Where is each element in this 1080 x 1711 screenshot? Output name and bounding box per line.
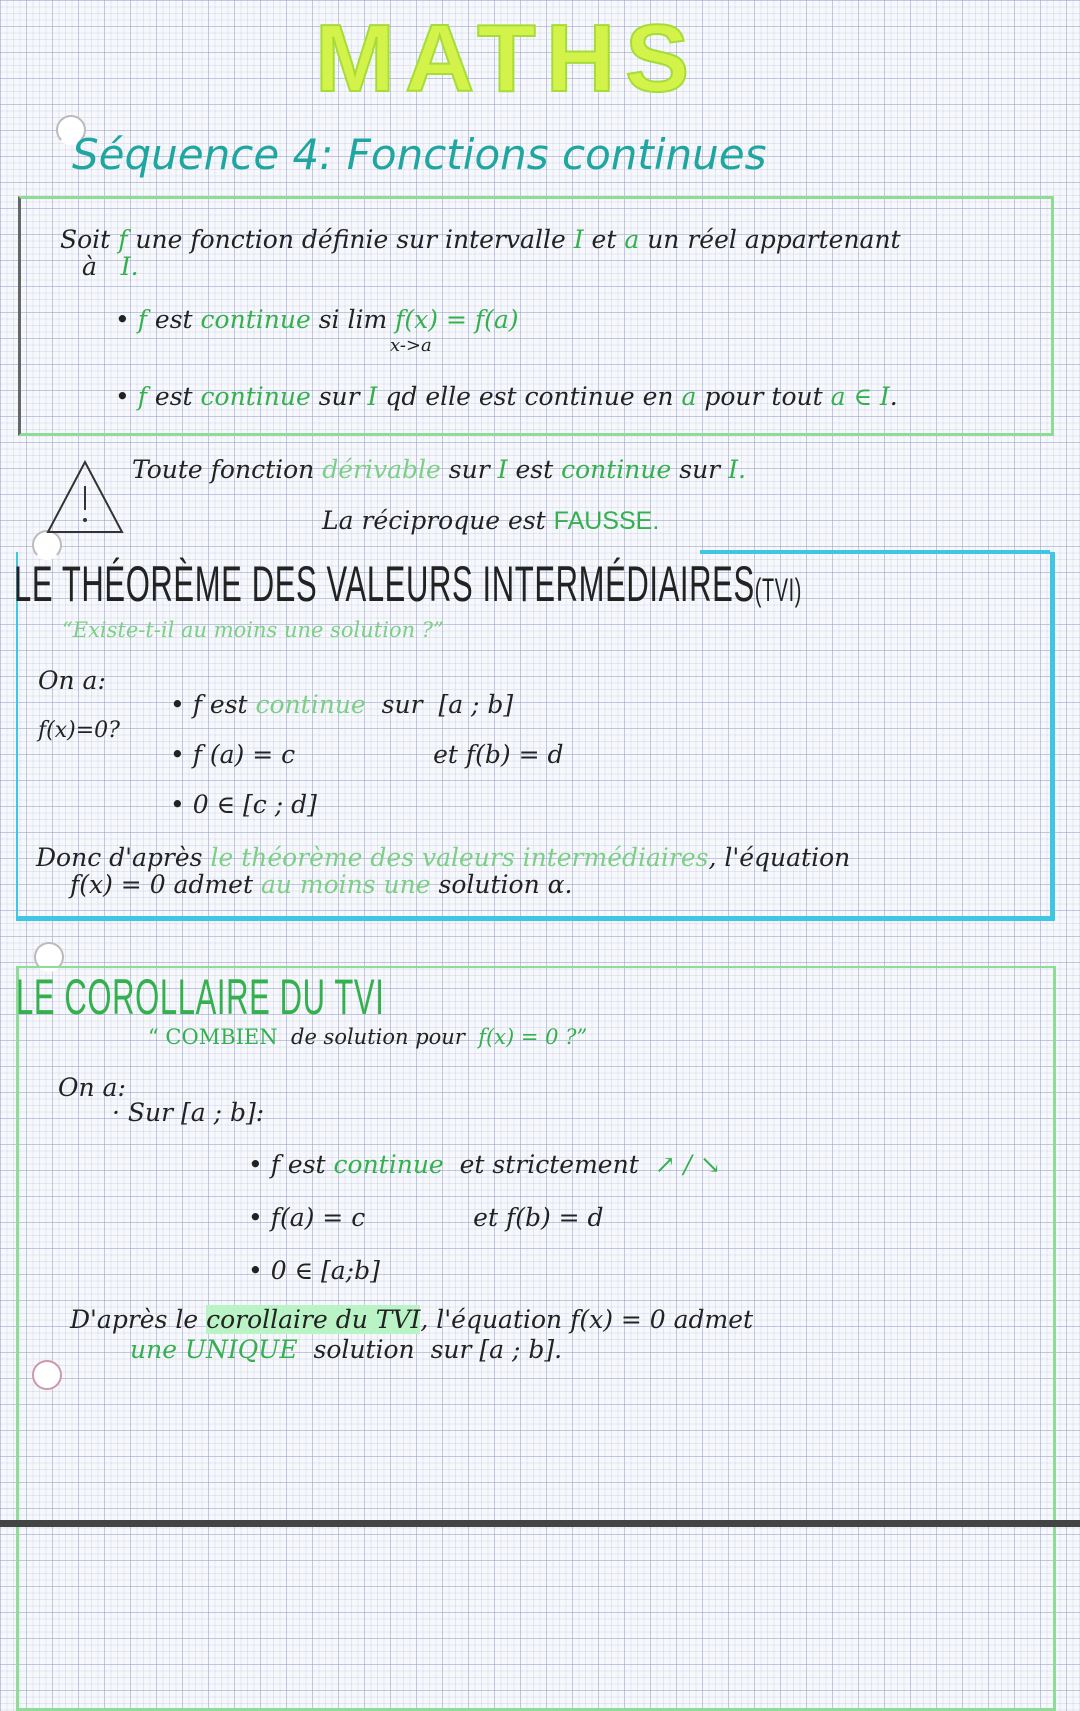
continuity-interval: • f est continue sur I qd elle est continue en a pour tout a ∈ I. (115, 382, 898, 411)
tvi-conclusion-1: Donc d'après le théorème des valeurs intermédiaires, l'équation (36, 843, 851, 872)
tvi-heading: LE THÉORÈME DES VALEURS INTERMÉDIAIRES(TVI) (14, 556, 802, 612)
corollary-question: “ COMBIEN de solution pour f(x) = 0 ?” (148, 1025, 588, 1049)
corollary-on-a: On a: (58, 1073, 126, 1102)
scan-edge (0, 1520, 1080, 1527)
tvi-fx0: f(x)=0? (38, 718, 120, 743)
definition-line-1: Soit f une fonction définie sur intervalle I et a un réel appartenant (60, 225, 901, 254)
limit-subscript: x->a (390, 335, 432, 356)
corollary-conclusion-2: une UNIQUE solution sur [a ; b]. (130, 1335, 563, 1364)
tvi-question: “Existe-t-il au moins une solution ?” (62, 618, 444, 642)
page-title: MATHS (315, 5, 700, 112)
definition-line-2: à I. (82, 252, 139, 281)
corollary-condition-2: • f(a) = c et f(b) = d (248, 1203, 604, 1232)
warning-line-1: Toute fonction dérivable sur I est continue sur I. (132, 455, 746, 484)
corollary-heading: LE COROLLAIRE DU TVI (16, 969, 385, 1025)
tvi-condition-3: • 0 ∈ [c ; d] (170, 790, 317, 819)
tvi-condition-2: • f (a) = c et f(b) = d (170, 740, 564, 769)
corollary-condition-1: • f est continue et strictement ↗ / ↘ (248, 1150, 721, 1179)
sequence-title: Séquence 4: Fonctions continues (72, 130, 767, 179)
warning-line-2: La réciproque est FAUSSE. (322, 506, 660, 535)
tvi-on-a: On a: (38, 666, 106, 695)
tvi-condition-1: • f est continue sur [a ; b] (170, 690, 514, 719)
corollary-interval: · Sur [a ; b]: (112, 1098, 265, 1127)
corollary-conclusion-1: D'après le corollaire du TVI, l'équation f(x) = 0 admet (70, 1305, 754, 1334)
warning-triangle-icon (44, 458, 126, 536)
corollary-condition-3: • 0 ∈ [a;b] (248, 1256, 380, 1285)
continuity-definition: • f est continue si lim f(x) = f(a) (115, 305, 519, 334)
tvi-conclusion-2: f(x) = 0 admet au moins une solution α. (70, 870, 573, 899)
